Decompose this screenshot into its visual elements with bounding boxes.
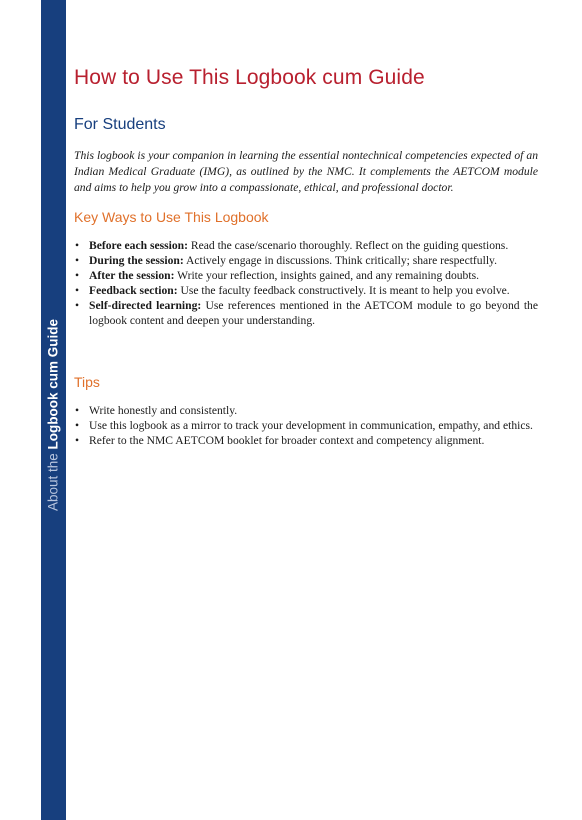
list-item-text: Use the faculty feedback constructively. It is meant to help you evolve.: [177, 284, 510, 297]
bullet-icon: •: [75, 299, 80, 312]
list-item-lead: After the session:: [89, 269, 175, 282]
list-item: [74, 253, 538, 268]
bullet-icon: •: [75, 434, 80, 447]
tips-heading: Tips: [74, 374, 100, 390]
list-item: [74, 238, 538, 253]
key-ways-list: [74, 238, 538, 328]
side-section-label: [46, 319, 61, 511]
list-item: [74, 268, 538, 283]
bullet-icon: •: [75, 404, 80, 417]
bullet-icon: •: [75, 419, 80, 432]
bullet-icon: •: [75, 284, 80, 297]
side-label-main: Logbook cum Guide: [45, 318, 61, 450]
section-title: For Students: [74, 116, 166, 133]
bullet-icon: •: [75, 239, 80, 252]
list-item-text: Actively engage in discussions. Think critically; share respectfully.: [183, 254, 497, 267]
list-item-lead: Before each session:: [89, 239, 188, 252]
tips-list: [74, 403, 538, 448]
list-item-text: Write honestly and consistently.: [89, 404, 238, 417]
list-item: [74, 433, 538, 448]
list-item-lead: Feedback section:: [89, 284, 178, 297]
list-item: [74, 418, 538, 433]
side-label-prefix: About the: [45, 449, 61, 512]
list-item-text: Use references mentioned in the AETCOM module to go beyond the logbook content and deepen your understanding.: [89, 299, 538, 327]
key-ways-heading: Key Ways to Use This Logbook: [74, 209, 269, 225]
list-item: [74, 298, 538, 328]
page-title: How to Use This Logbook cum Guide: [74, 66, 425, 89]
list-item: [74, 283, 538, 298]
list-item: [74, 403, 538, 418]
list-item-text: Write your reflection, insights gained, and any remaining doubts.: [174, 269, 479, 282]
list-item-text: Read the case/scenario thoroughly. Reflect on the guiding questions.: [187, 239, 509, 252]
list-item-text: Use this logbook as a mirror to track your development in communication, empathy, and ethics.: [89, 419, 533, 432]
intro-paragraph: This logbook is your companion in learning the essential nontechnical competencies expected of an Indian Medical Graduate (IMG), as outlined by the NMC. It complements the AETCOM module and aims to help you grow into a compassionate, ethical, and professional doctor.: [74, 149, 538, 194]
list-item-text: Refer to the NMC AETCOM booklet for broader context and competency alignment.: [89, 434, 485, 447]
bullet-icon: •: [75, 269, 80, 282]
list-item-lead: During the session:: [89, 254, 184, 267]
list-item-lead: Self-directed learning:: [89, 299, 202, 312]
bullet-icon: •: [75, 254, 80, 267]
